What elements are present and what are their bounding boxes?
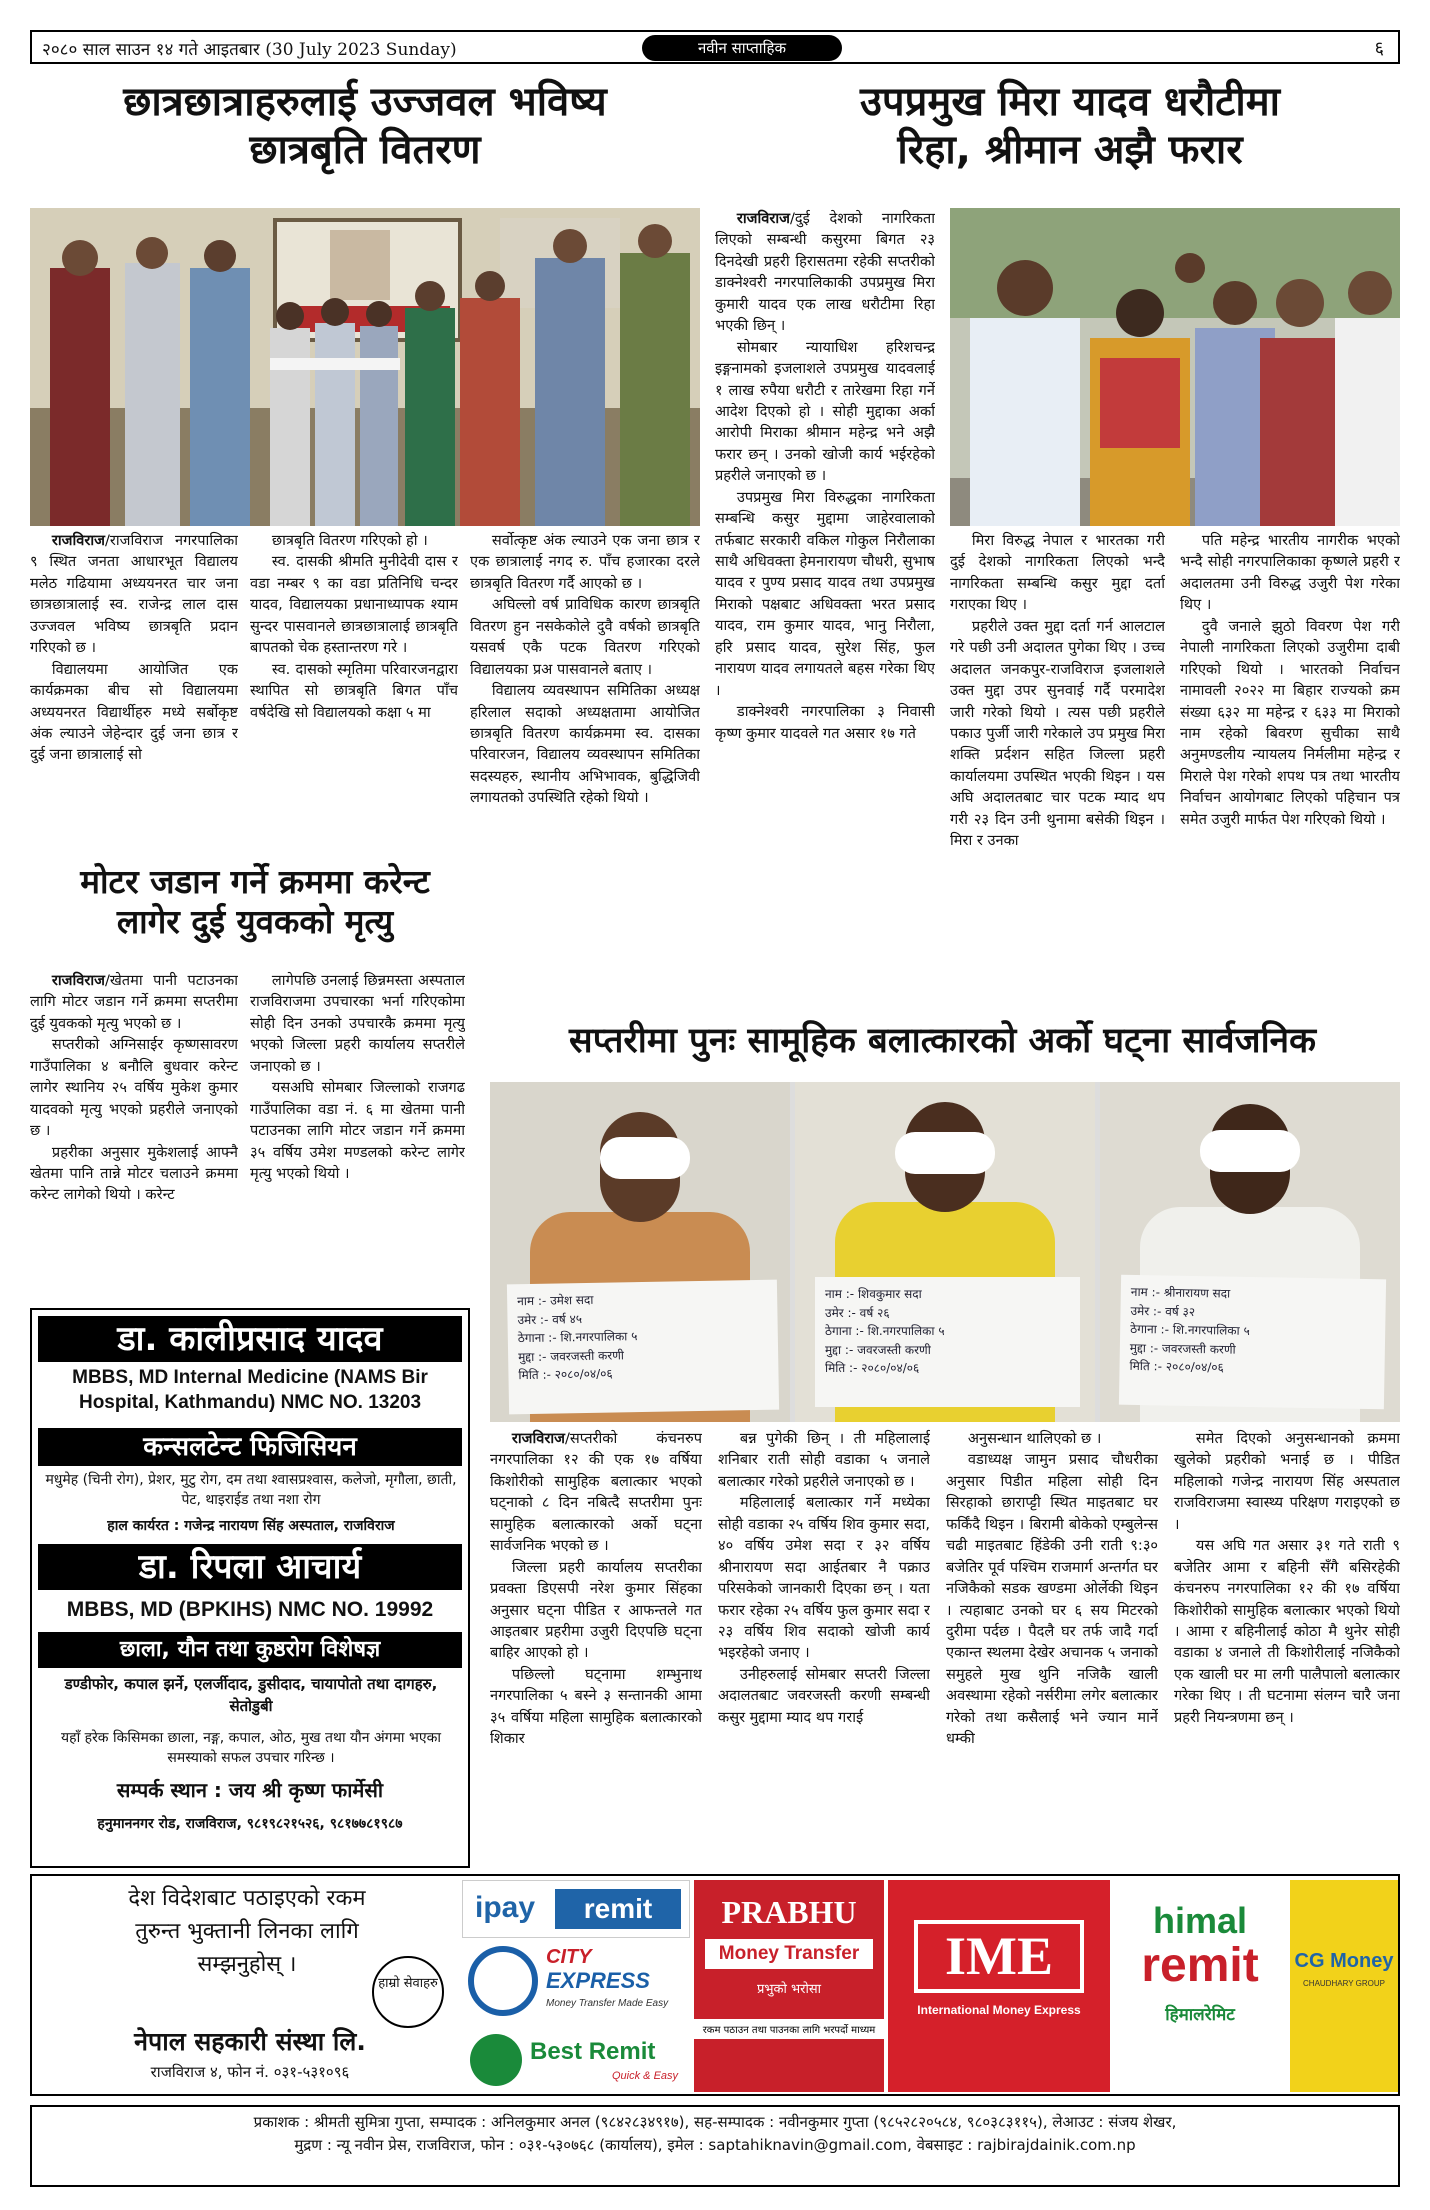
face-blur — [895, 1132, 995, 1174]
story4-headline: सप्तरीमा पुनः सामूहिक बलात्कारको अर्को घट्ना सार्वजनिक — [569, 1021, 1316, 1061]
ime-logo: IME International Money Express — [888, 1880, 1110, 2092]
story2-headline: उपप्रमुख मिरा यादव धरौटीमा रिहा, श्रीमान अझै फरार — [860, 79, 1280, 173]
cg-money-logo: CG Money CHAUDHARY GROUP — [1290, 1880, 1398, 2092]
remit-text: remit — [555, 1889, 681, 1929]
suspect-panel-2 — [795, 1082, 1095, 1422]
story4-col4: समेत दिएको अनुसन्धानको क्रममा खुलेको प्रहरीको भनाई छ । पीडित महिलाको गजेन्द्र नारायण सिंह अस्पताल राजविराजमा स्वास्थ्य परिक्षण गराइएको छ । यस अघि गत असार ३१ गते राती ९ बजेतिर आमा र बहिनी सँगै बसिरहेकी कंचनरुप नगरपालिका १२ की १७ वर्षिया किशोरीको सामुहिक बलात्कार भएको थियो । आमा र बहिनीलाई कोठा मै थुनेर सोही वडाका ४ जनाले ती किशोरीलाई नजिकैको एक खाली घर मा लगी पालैपालो बलात्कार गरेका थिए । ती घटनामा संलग्न चारै जना प्रहरी नियन्त्रणमा छन् । — [1174, 1430, 1400, 1726]
doctor1-qualification: MBBS, MD Internal Medicine (NAMS Bir Hospital, Kathmandu) NMC NO. 13203 — [72, 1367, 428, 1413]
best-remit-logo: Best Remit Quick & Easy — [462, 2030, 690, 2092]
page-header — [30, 30, 1400, 64]
story1-col3: सर्वोत्कृष्ट अंक ल्याउने एक जना छात्र र एक छात्रालाई नगद रु. पाँच हजारका दरले छात्रबृति वितरण गर्दै आएको छ । अघिल्लो वर्ष प्राविधिक कारण छात्रबृति वितरण हुन नसकेकोले दुवै वर्षको छात्रबृति यसवर्ष एकै पटक वितरण गरिएको विद्यालयका प्रअ पासवानले बताए । विद्यालय व्यवस्थापन समितिका अध्यक्ष हरिलाल सदाको अध्यक्षतामा आयोजित छात्रबृति वितरण कार्यक्रममा स्व. दासका परिवारजन, विद्यालय व्यवस्थापन समितिका सदस्यहरु, स्थानीय अभिभावक, बुद्धिजिवी लगायतको उपस्थिति रहेको थियो । — [470, 532, 700, 807]
story4-col2: बन्न पुगेकी छिन् । ती महिलालाई शनिबार राती सोही वडाका ५ जनाले बलात्कार गरेको प्रहरीले जनाएको छ । महिलालाई बलात्कार गर्ने मध्येका सोही वडाका २५ वर्षिय शिव कुमार सदा, ४० वर्षिय उमेश सदा र ३२ वर्षिय श्रीनारायण सदा आईतबार नै पक्राउ परिसकेको जानकारी दिएका छन् । यता फरार रहेका २५ वर्षिय फुल कुमार सदा र २३ वर्षिय शिव सदाको खोजी कार्य भइरहेको जनाए । उनीहरुलाई सोमबार सप्तरी जिल्ला अदालतबाट जवरजस्ती करणी सम्बन्धी कसुर मुद्दामा म्याद थप गराई — [718, 1430, 930, 1726]
suspect-panel-3 — [1100, 1082, 1400, 1422]
ipay-text: ipay — [475, 1891, 536, 1924]
placard-1: नाम :- उमेश सदा उमेर :- वर्ष ४५ ठेगाना :- शि.नगरपालिका ५ मुद्दा :- जवरजस्ती करणी मिति :- २०८०/०४/०६ — [507, 1280, 779, 1415]
story2-col3: पति महेन्द्र भारतीय नागरीक भएको भन्दै सोही नगरपालिकाका कृष्णले प्रहरी र अदालतमा उनी विरुद्ध उजुरी पेश गरेका थिए । दुवै जनाले झुठो विवरण पेश गरी नेपाली नागरिकता लिएको उजुरीमा दाबी गरिएको थियो । भारतको निर्वाचन नामावली २०२२ मा बिहार राज्यको क्रम संख्या ६३२ मा महेन्द्र र ६३३ मा मिराको नाम रहेको बिवरण सुचीका साथै अनुमण्डलीय न्यायलय निर्मलीमा महेन्द्र र मिराले पेश गरेको शपथ पत्र तथा भारतीय निर्वाचन आयोगबाट लिएको पहिचान पत्र समेत उजुरी मार्फत पेश गरिएको थियो । — [1180, 532, 1400, 828]
placard-2: नाम :- शिवकुमार सदा उमेर :- वर्ष २६ ठेगाना :- शि.नगरपालिका ५ मुद्दा :- जवरजस्ती करणी मिति :- २०८०/०४/०६ — [815, 1277, 1080, 1407]
story3-col1: राजविराज/खेतमा पानी पटाउनका लागि मोटर जडान गर्ने क्रममा सप्तरीमा दुई युवकको मृत्यु भएको छ । सप्तरीको अग्निसाईर कृष्णसावरण गाउँपालिका ४ बनौलि बुधवार करेन्ट लागेर स्थानिय २५ वर्षिय मुकेश कुमार यादवको मृत्यु भएको प्रहरीले जनाएको छ । प्रहरीका अनुसार मुकेशलाई आफ्नै खेतमा पानि तान्ने मोटर चलाउने क्रममा करेन्ट लागेको थियो । करेन्ट — [30, 972, 238, 1204]
doctor2-title: छाला, यौन तथा कुष्ठरोग विशेषज्ञ — [38, 1632, 462, 1668]
story3-col2: लागेपछि उनलाई छिन्नमस्ता अस्पताल राजविराजमा उपचारका भर्ना गरिएकोमा सोही दिन उनको उपचारकै क्रममा मृत्यु भएको जिल्ला प्रहरी कार्यालय सप्तरीले जनाएको छ । यसअघि सोमबार जिल्लाको राजगढ गाउँपालिका वडा नं. ६ मा खेतमा पानी पटाउनका लागि मोटर जडान गर्ने क्रममा ३५ वर्षिय उमेश मण्डलको करेन्ट लागेर मृत्यु भएको थियो । — [250, 972, 465, 1182]
doctor2-specialties: डण्डीफोर, कपाल झर्ने, एलर्जीदाद, डुसीदाद, चायापोतो तथा दागहरु, सेतोडुबी — [64, 1675, 438, 1715]
doctor1-name: डा. कालीप्रसाद यादव — [38, 1316, 462, 1362]
doctor2-name: डा. रिपला आचार्य — [38, 1544, 462, 1590]
story3-headline: मोटर जडान गर्ने क्रममा करेन्ट लागेर दुई युवकको मृत्यु — [80, 862, 430, 941]
scholarship-photo — [30, 208, 700, 526]
contact-place: सम्पर्क स्थान : जय श्री कृष्ण फार्मेसी — [116, 1778, 384, 1802]
issue-date: २०८० साल साउन १४ गते आइतबार (30 July 2023 Sunday) — [42, 40, 457, 60]
scholarship-photo-art — [30, 208, 700, 526]
services-badge: हाम्रो सेवाहरु — [372, 1956, 444, 2028]
city-express-logo: CITY EXPRESS Money Transfer Made Easy — [462, 1940, 690, 2028]
deputy-mayor-photo — [950, 208, 1400, 526]
remittance-advertisement — [30, 1874, 1400, 2096]
doctor1-workplace: हाल कार्यरत : गजेन्द्र नारायण सिंह अस्पताल, राजविराज — [107, 1518, 395, 1534]
remit-tagline: देश विदेशबाट पठाइएको रकम तुरुन्त भुक्तानी लिनका लागि सम्झनुहोस् । — [128, 1886, 366, 1977]
city-express-icon — [468, 1946, 538, 2016]
cooperative-address: राजविराज ४, फोन नं. ०३१-५३१०९६ — [150, 2063, 350, 2081]
story4-col1: राजविराज/सप्तरीको कंचनरुप नगरपालिका १२ की एक १७ वर्षिया किशोरीको सामुहिक बलात्कार भएको घट्नाको ८ दिन नबित्दै सप्तरीमा पुनः सामुहिक बलात्कारको अर्को घट्ना सार्वजनिक भएको छ । जिल्ला प्रहरी कार्यालय सप्तरीका प्रवक्ता डिएसपी नरेश कुमार सिंहका अनुसार घट्ना पीडित र आफन्तले गत आइतबार प्रहरीमा उजुरी दिएपछि घट्ना बाहिर आएको हो । पछिल्लो घट्नामा शम्भुनाथ नगरपालिका ५ बस्ने ३ सन्तानकी आमा ३५ वर्षिया महिला सामुहिक बलात्कारको शिकार — [490, 1430, 702, 1748]
contact-address: हनुमाननगर रोड, राजविराज, ९८१९८२१५२६, ९८१७७८१९८७ — [97, 1816, 403, 1832]
doctor2-note: यहाँ हरेक किसिमका छाला, नङ्ग, कपाल, ओठ, मुख तथा यौन अंगमा भएका समस्याको सफल उपचार गरिन्छ । — [61, 1730, 441, 1767]
himal-remit-logo: himal remit हिमालरेमिट — [1114, 1880, 1286, 2092]
best-remit-icon — [470, 2034, 522, 2086]
story1-col2: छात्रबृति वितरण गरिएको हो । स्व. दासकी श्रीमति मुनीदेवी दास र वडा नम्बर ९ का वडा प्रतिनिधि चन्दर यादव, विद्यालयका प्रधानाध्यापक श्याम सुन्दर पासवानले छात्रछात्रालाई छात्रबृति बापतको चेक हस्तान्तरण गरे । स्व. दासको स्मृतिमा परिवारजनद्वारा स्थापित सो छात्रबृति बिगत पाँच वर्षदेखि सो विद्यालयको कक्षा ५ मा — [250, 532, 458, 721]
face-blur — [1200, 1130, 1300, 1172]
story2-col1: राजविराज/दुई देशको नागरिकता लिएको सम्बन्धी कसुरमा बिगत २३ दिनदेखी प्रहरी हिरासतमा रहेकी सप्तरीको डाक्नेश्वरी नगरपालिकाकी उपप्रमुख मिरा कुमारी यादव एक लाख धरौटीमा रिहा भएकी छिन् । सोमबार न्यायाधिश हरिशचन्द्र इङ्गनामको इजलाशले उपप्रमुख यादवलाई १ लाख रुपैया धरौटी र तारेखमा रिहा गर्ने आदेश दिएको हो । सोही मुद्दाका अर्का आरोपी मिराका श्रीमान महेन्द्र भने अझै फरार छन् । उनको खोजी कार्य भईरहेको प्रहरीले जनाएको छ । उपप्रमुख मिरा विरुद्धका नागरिकता सम्बन्धि कसुर मुद्दामा जाहेरवालाको तर्फबाट सरकारी वकिल गोकुल निरौलाका साथै अधिवक्ता हेमनारायण चौधरी, सुभाष यादव र पुण्य प्रसाद यादव तथा उपप्रमुख मिराको पक्षबाट अधिवक्ता भरत प्रसाद यादव, राम कुमार यादव, भानु निरौला, हरि प्रसाद यादव, सुरेश सिंह, फुल नारायण यादव लगायतले बहस गरेका थिए । डाक्नेश्वरी नगरपालिका ३ निवासी कृष्ण कुमार यादवले गत असार १७ गते — [715, 210, 935, 742]
imprint-line-2: मुद्रण : न्यू नवीन प्रेस, राजविराज, फोन : ०३१-५३०७६८ (कार्यालय), इमेल : saptahiknavin@gmail.com, वेबसाइट : rajbirajdainik.com.np — [294, 2135, 1136, 2154]
suspect-panel-1 — [490, 1082, 790, 1422]
doctor2-qualification: MBBS, MD (BPKIHS) NMC NO. 19992 — [66, 1598, 434, 1621]
cooperative-name: नेपाल सहकारी संस्था लि. — [134, 2027, 366, 2056]
face-blur — [600, 1137, 690, 1179]
deputy-mayor-photo-art — [950, 208, 1400, 526]
masthead-badge: नवीन साप्ताहिक — [642, 35, 842, 61]
imprint-footer — [30, 2105, 1400, 2187]
suspects-photo — [490, 1082, 1400, 1422]
doctor1-title: कन्सलटेन्ट फिजिसियन — [38, 1428, 462, 1466]
ipay-remit-logo — [462, 1880, 690, 1938]
placard-3: नाम :- श्रीनारायण सदा उमेर :- वर्ष ३२ ठेगाना :- शि.नगरपालिका ५ मुद्दा :- जवरजस्ती करणी मिति :- २०८०/०४/०६ — [1119, 1275, 1386, 1410]
story4-col3: अनुसन्धान थालिएको छ । वडाध्यक्ष जामुन प्रसाद चौधरीका अनुसार पिडीत महिला सोही दिन सिरहाको छाराप्ट्टी स्थित माइतबाट घर फर्किंदै थिइन । बिरामी बोकेको एम्बुलेन्स चढी माइतबाट हिंडेकी उनी राती ९:३० बजेतिर पूर्व पश्चिम राजमार्ग अन्तर्गत घर नजिकैको सडक खण्डमा ओर्लेकी थिइन । त्यहाबाट उनको घर ६ सय मिटरको दुरीमा पर्दछ । पैदलै घर तर्फ जादै गर्दा एकान्त स्थलमा देखेर अचानक ५ जनाको समुहले मुख थुनि नजिकै खाली अवस्थामा रहेको नर्सरीमा लगेर बलात्कार गरेको तथा कसैलाई भने ज्यान मार्ने धम्की — [946, 1430, 1158, 1748]
imprint-line-1: प्रकाशक : श्रीमती सुमित्रा गुप्ता, सम्पादक : अनिलकुमार अनल (९८४२८३४९१७), सह-सम्पादक : नवीनकुमार गुप्ता (९८५२८२०५८४, ९८०३८३११५), लेआउट : संजय शेखर, — [253, 2113, 1177, 2131]
story1-col1: राजविराज/राजविराज नगरपालिका ९ स्थित जनता आधारभूत विद्यालय मलेठ गढियामा अध्ययनरत चार जना छात्रछात्रालाई स्व. राजेन्द्र लाल दास उज्जवल भविष्य छात्रबृति प्रदान गरिएको छ । विद्यालयमा आयोजित एक कार्यक्रमका बीच सो विद्यालयमा अध्ययनरत विद्यार्थीहरु मध्ये सर्बोकृष्ट अंक ल्याउने जेहेन्दार दुई जना छात्र र दुई जना छात्रालाई सो — [30, 532, 238, 764]
doctor1-specialties: मधुमेह (चिनी रोग), प्रेशर, मुटु रोग, दम तथा श्वासप्रश्वास, कलेजो, मृगौला, छाती, पेट, थाइराईड तथा नशा रोग — [45, 1472, 457, 1509]
prabhu-money-transfer-logo: PRABHU Money Transfer प्रभुको भरोसा रकम पठाउन तथा पाउनका लागि भरपर्दो माध्यम — [694, 1880, 884, 2092]
story1-headline: छात्रछात्राहरुलाई उज्जवल भविष्य छात्रबृति वितरण — [123, 79, 607, 173]
story2-col2: मिरा विरुद्ध नेपाल र भारतका गरी दुई देशको नागरिकता लिएको भन्दै नागरिकता सम्बन्धि कसुर मुद्दा दर्ता गराएका थिए । प्रहरीले उक्त मुद्दा दर्ता गर्न आलटाल गरे पछी उनी अदालत पुगेका थिए । उच्च अदालत जनकपुर-राजविराज इजलाशले उक्त मुद्दा उपर सुनवाई गर्दै परमादेश जारी गरेको थियो । त्यस पछी प्रहरीले पकाउ पुर्जी जारी गरेकाले उप प्रमुख मिरा शक्ति प्रर्दशन सहित जिल्ला प्रहरी कार्यालयमा उपस्थित भएकी थिइन । यस अघि अदालतबाट चार पटक म्याद थप गरी २३ दिन उनी थुनामा बसेकी थिइन । मिरा र उनका — [950, 532, 1165, 850]
doctor-advertisement — [30, 1308, 470, 1868]
page-number: ६ — [1374, 38, 1384, 59]
